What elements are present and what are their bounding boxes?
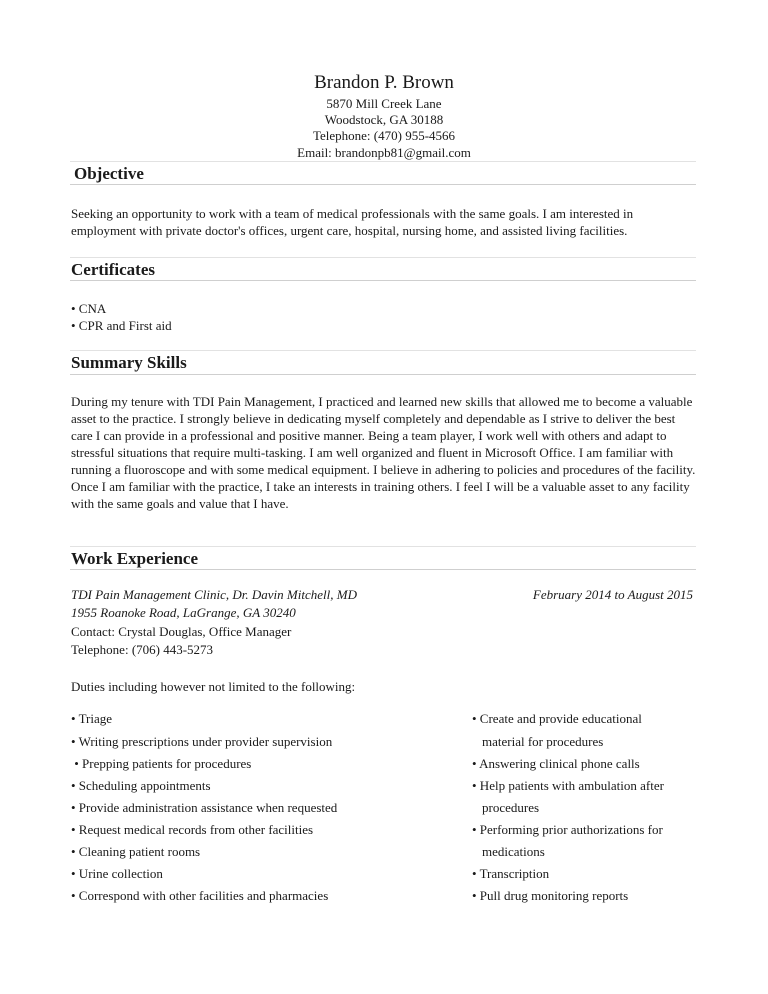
duty-item: • Pull drug monitoring reports <box>472 888 629 903</box>
duty-item: • Correspond with other facilities and pharmacies <box>71 888 329 903</box>
divider <box>70 161 696 162</box>
divider <box>70 569 696 570</box>
duty-item: material for procedures <box>482 734 604 749</box>
divider <box>70 350 696 351</box>
email: Email: brandonpb81@gmail.com <box>297 145 471 160</box>
duty-item: • Provide administration assistance when requested <box>71 800 338 815</box>
work-experience-heading: Work Experience <box>71 549 199 568</box>
certificate-item: • CPR and First aid <box>71 318 172 333</box>
employer-telephone: Telephone: (706) 443-5273 <box>71 642 214 657</box>
employer-address: 1955 Roanoke Road, LaGrange, GA 30240 <box>71 605 296 620</box>
duty-item: • Writing prescriptions under provider supervision <box>71 734 333 749</box>
duty-item: • Performing prior authorizations for <box>472 822 663 837</box>
duty-item: • Prepping patients for procedures <box>71 756 252 771</box>
duty-item: • Help patients with ambulation after <box>472 778 664 793</box>
duty-item: • Urine collection <box>71 866 163 881</box>
duty-item: • Answering clinical phone calls <box>472 756 640 771</box>
divider <box>70 280 696 281</box>
applicant-name: Brandon P. Brown <box>314 72 454 93</box>
duty-item: • Scheduling appointments <box>71 778 211 793</box>
duty-item: • Cleaning patient rooms <box>71 844 201 859</box>
objective-text: Seeking an opportunity to work with a team of medical professionals with the same goals. I am interested in employment with private doctor's offices, urgent care, hospital, nursing home, and assisted living facilities. <box>71 206 634 238</box>
summary-text: During my tenure with TDI Pain Management, I practiced and learned new skills that allowed me to become a valuable asset to the practice. I strongly believe in dedicating myself completely and dependable as I strive to deliver the best care I can provide in a professional and positive manner. Being a team player, I work well with others and adapt to stressful situations that require multi-tasking. I am well organized and fluent in Microsoft Office. I am familiar with running a fluoroscope and with some medical equipment. I believe in adhering to policies and procedures of the facility. Once I am familiar with the practice, I take an interests in training others. I feel I will be a valuable asset to any facility with the same goals and value that I have. <box>71 394 696 511</box>
objective-heading: Objective <box>74 164 144 183</box>
street-address: 5870 Mill Creek Lane <box>326 96 442 111</box>
duty-item: • Triage <box>71 711 113 726</box>
employment-dates: February 2014 to August 2015 <box>532 587 693 602</box>
city-state-zip: Woodstock, GA 30188 <box>324 112 444 127</box>
summary-heading: Summary Skills <box>71 353 187 372</box>
certificate-item: • CNA <box>71 301 107 316</box>
divider <box>70 257 696 258</box>
duties-intro: Duties including however not limited to the following: <box>71 679 356 694</box>
divider <box>70 184 696 185</box>
telephone: Telephone: (470) 955-4566 <box>312 128 456 143</box>
duty-item: • Transcription <box>472 866 550 881</box>
certificates-heading: Certificates <box>71 260 156 279</box>
duty-item: • Create and provide educational <box>472 711 642 726</box>
duty-item: • Request medical records from other facilities <box>71 822 314 837</box>
divider <box>70 546 696 547</box>
divider <box>70 374 696 375</box>
employer: TDI Pain Management Clinic, Dr. Davin Mitchell, MD <box>71 587 357 602</box>
employer-contact: Contact: Crystal Douglas, Office Manager <box>71 624 292 639</box>
duty-item: medications <box>482 844 545 859</box>
duty-item: procedures <box>482 800 540 815</box>
